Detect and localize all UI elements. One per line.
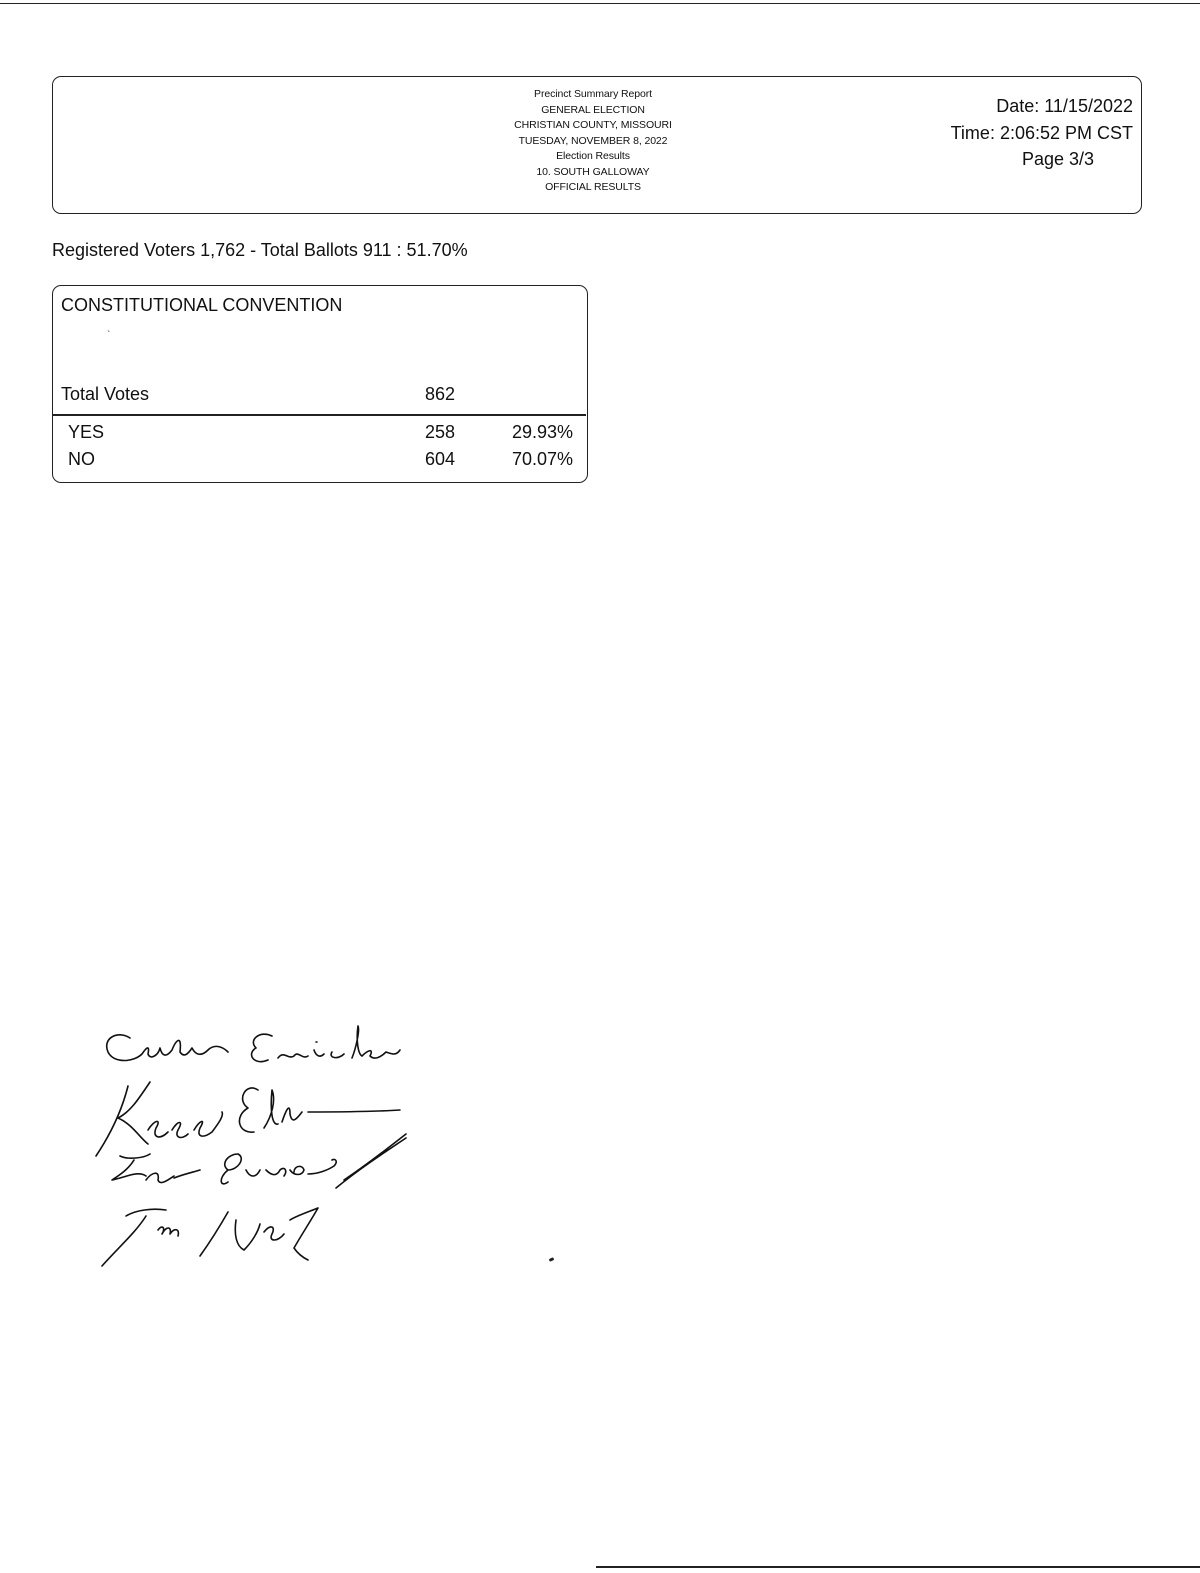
report-date: Date: 11/15/2022	[996, 96, 1133, 116]
choice-row-no	[68, 449, 573, 473]
choice-name: YES	[68, 422, 105, 442]
total-votes-row	[61, 384, 581, 408]
table-divider	[53, 414, 586, 416]
choice-percent: 70.07%	[511, 449, 573, 469]
turnout-summary: Registered Voters 1,762 - Total Ballots 911 : 51.70%	[52, 240, 468, 260]
signature-4	[102, 1208, 318, 1266]
report-title-block	[383, 87, 803, 196]
signature-3	[112, 1134, 406, 1188]
choice-percent: 29.93%	[511, 422, 573, 442]
contest-title: CONSTITUTIONAL CONVENTION	[61, 295, 343, 315]
results-status: OFFICIAL RESULTS	[545, 181, 641, 193]
signature-block	[88, 1020, 428, 1280]
contest-table	[52, 285, 588, 483]
signature-2	[96, 1082, 400, 1156]
scan-edge-top	[0, 3, 1200, 4]
report-type: Precinct Summary Report	[534, 88, 652, 100]
page-number: Page 3/3	[1021, 149, 1094, 169]
report-header	[52, 76, 1142, 214]
election-name: GENERAL ELECTION	[541, 103, 645, 116]
choice-row-yes	[68, 422, 573, 446]
jurisdiction: CHRISTIAN COUNTY, MISSOURI	[514, 119, 672, 131]
results-label: Election Results	[556, 150, 630, 162]
election-date: TUESDAY, NOVEMBER 8, 2022	[518, 134, 668, 147]
total-votes-label: Total Votes	[61, 384, 150, 404]
stray-dot	[549, 1257, 555, 1262]
scan-edge-bottom	[596, 1566, 1200, 1568]
total-votes-value: 862	[425, 384, 456, 404]
choice-votes: 604	[425, 449, 456, 469]
signature-1	[107, 1026, 400, 1062]
choice-votes: 258	[425, 422, 456, 442]
stray-mark: `	[107, 330, 111, 341]
choice-name: NO	[68, 449, 95, 469]
report-time: Time: 2:06:52 PM CST	[950, 122, 1133, 143]
precinct-name: 10. SOUTH GALLOWAY	[536, 165, 650, 178]
report-meta	[913, 93, 1133, 173]
